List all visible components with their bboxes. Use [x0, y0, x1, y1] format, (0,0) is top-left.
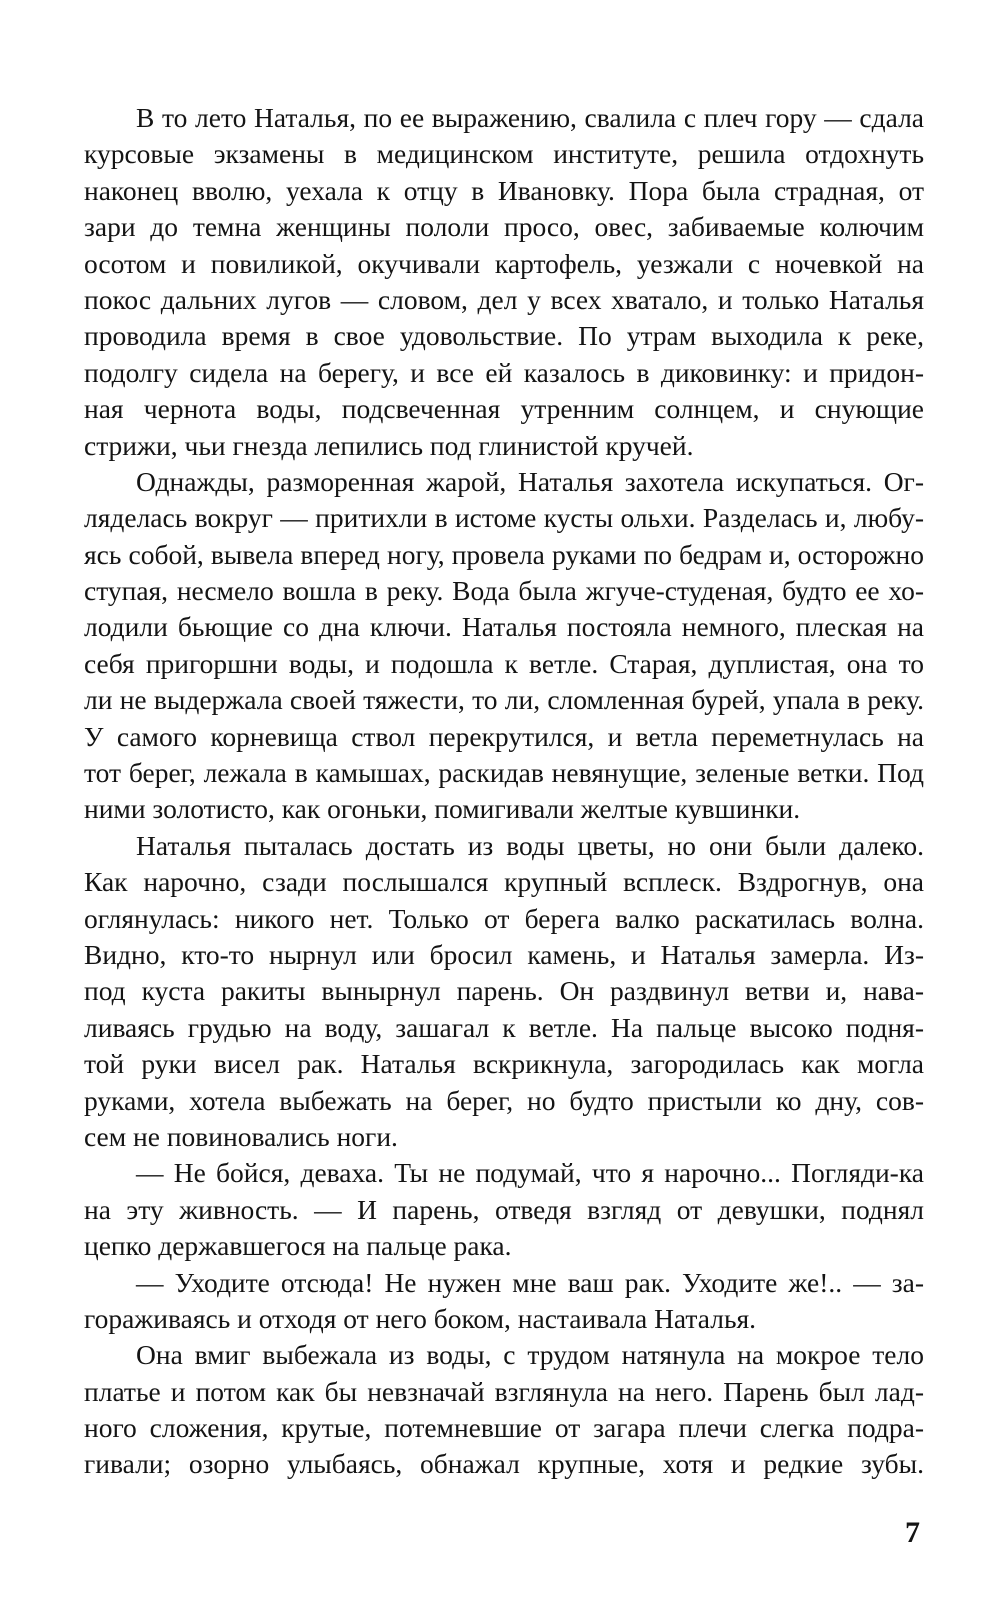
paragraph: [84, 100, 924, 464]
text-line: Видно, кто-то нырнул или бросил камень, и Наталья замерла. Из-: [84, 938, 924, 970]
text-line: ними золотисто, как огоньки, помигивали желтые кувшинки.: [84, 793, 801, 825]
text-line: ного сложения, крутые, потемневшие от загара плечи слегка подра-: [84, 1412, 924, 1444]
text-line: ливаясь грудью на воду, зашагал к ветле. На пальце высоко подня-: [84, 1011, 924, 1043]
text-line: осотом и повиликой, окучивали картофель, уезжали с ночевкой на: [84, 247, 924, 279]
text-line: Как нарочно, сзади послышался крупный всплеск. Вздрогнув, она: [84, 866, 924, 898]
text-line: курсовые экзамены в медицинском институте, решила отдохнуть: [84, 138, 924, 170]
page-number: 7: [905, 1516, 920, 1549]
text-line: цепко державшегося на пальце рака.: [84, 1230, 512, 1262]
text-line: на эту живность. — И парень, отведя взгляд от девушки, поднял: [84, 1193, 924, 1225]
text-line: подолгу сидела на берегу, и все ей казалось в диковинку: и придон-: [84, 356, 924, 388]
text-line: Наталья пыталась достать из воды цветы, но они были далеко.: [136, 829, 924, 861]
text-line: гораживаясь и отходя от него боком, настаивала Наталья.: [84, 1302, 757, 1334]
text-line: — Не бойся, деваха. Ты не подумай, что я нарочно... Погляди-ка: [136, 1157, 924, 1189]
text-line: себя пригоршни воды, и подошла к ветле. Старая, дуплистая, она то: [84, 647, 924, 679]
text-line: зари до темна женщины пололи просо, овес, забиваемые колючим: [84, 211, 924, 243]
text-line: — Уходите отсюда! Не нужен мне ваш рак. Уходите же!.. — за-: [136, 1266, 924, 1298]
paragraph: [84, 464, 924, 828]
text-line: У самого корневища ствол перекрутился, и ветла переметнулась на: [84, 720, 924, 752]
text-line: ясь собой, вывела вперед ногу, провела руками по бедрам и, осторожно: [84, 538, 924, 570]
text-line: Она вмиг выбежала из воды, с трудом натянула на мокрое тело: [136, 1339, 924, 1371]
text-line: В то лето Наталья, по ее выражению, свалила с плеч гору — сдала: [136, 102, 924, 133]
text-line: наконец вволю, уехала к отцу в Ивановку. Пора была страдная, от: [84, 174, 924, 206]
text-line: ступая, несмело вошла в реку. Вода была жгуче-студеная, будто ее хо-: [84, 575, 924, 607]
body-text: [84, 100, 924, 1483]
text-line: ли не выдержала своей тяжести, то ли, сломленная бурей, упала в реку.: [84, 684, 924, 716]
text-line: тот берег, лежала в камышах, раскидав невянущие, зеленые ветки. Под: [84, 757, 924, 789]
paragraph: [84, 1155, 924, 1264]
text-line: проводила время в свое удовольствие. По утрам выходила к реке,: [84, 320, 924, 352]
text-line: платье и потом как бы невзначай взглянула на него. Парень был лад-: [84, 1375, 924, 1407]
text-line: руками, хотела выбежать на берег, но будто пристыли ко дну, сов-: [84, 1084, 924, 1116]
text-line: лодили бьющие со дна ключи. Наталья постояла немного, плеская на: [84, 611, 924, 643]
text-line: Однажды, разморенная жарой, Наталья захотела искупаться. Ог-: [136, 465, 924, 497]
text-line: под куста ракиты вынырнул парень. Он раздвинул ветви и, нава-: [84, 975, 924, 1007]
text-line: сем не повиновались ноги.: [84, 1120, 398, 1152]
text-line: стрижи, чьи гнезда лепились под глинистой кручей.: [84, 429, 694, 461]
text-line: ляделась вокруг — притихли в истоме кусты ольхи. Разделась и, любу-: [84, 502, 924, 534]
paragraph: [84, 1265, 924, 1338]
text-line: ная чернота воды, подсвеченная утренним солнцем, и снующие: [84, 393, 924, 425]
paragraph: [84, 1337, 924, 1483]
text-line: покос дальних лугов — словом, дел у всех хватало, и только Наталья: [84, 283, 924, 315]
paragraph: [84, 828, 924, 1156]
text-line: оглянулась: никого нет. Только от берега валко раскатилась волна.: [84, 902, 924, 934]
text-line: гивали; озорно улыбаясь, обнажал крупные, хотя и редкие зубы.: [84, 1448, 924, 1480]
text-line: той руки висел рак. Наталья вскрикнула, загородилась как могла: [84, 1048, 924, 1080]
